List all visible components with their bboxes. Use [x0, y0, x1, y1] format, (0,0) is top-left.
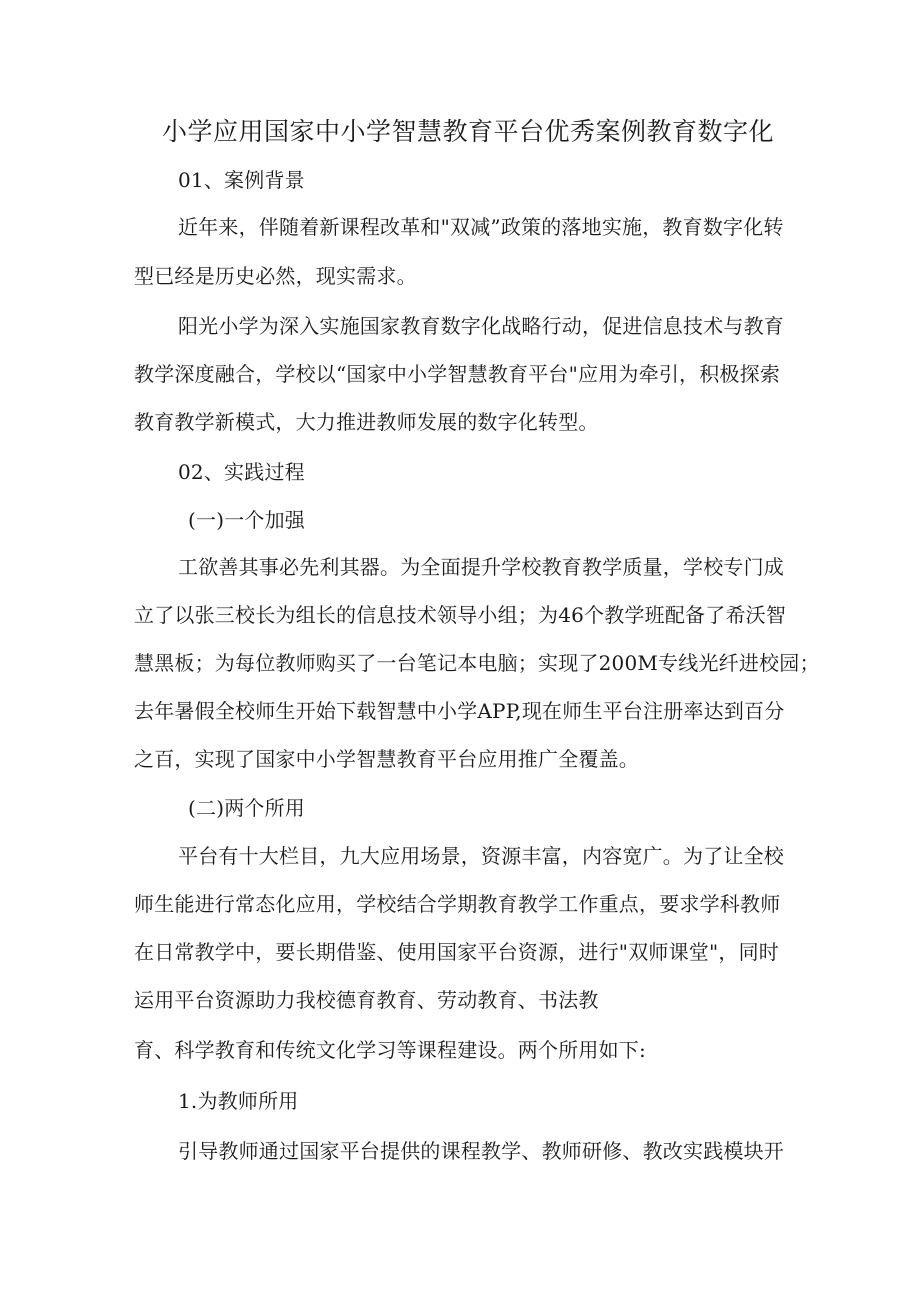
subsection-heading-teachers: 1.为教师所用 [178, 1089, 299, 1113]
paragraph-line: 师生能进行常态化应用，学校结合学期教育教学工作重点，要求学科教师 [134, 892, 781, 916]
paragraph-line: 阳光小学为深入实施国家教育数字化战略行动，促进信息技术与教育 [178, 314, 784, 338]
section-heading-process: 02、实践过程 [178, 460, 305, 484]
paragraph-line: 去年暑假全校师生开始下载智慧中小学APP,现在师生平台注册率达到百分 [134, 699, 785, 723]
paragraph-line: 工欲善其事必先利其器。为全面提升学校教育教学质量，学校专门成 [178, 555, 784, 579]
paragraph-line: 在日常教学中，要长期借鉴、使用国家平台资源，进行"双师课堂"，同时 [134, 940, 779, 964]
subsection-heading-two: (二)两个所用 [188, 796, 306, 820]
paragraph-line: 平台有十大栏目，九大应用场景，资源丰富，内容宽广。为了让全校 [178, 844, 784, 868]
paragraph-line: 之百，实现了国家中小学智慧教育平台应用推广全覆盖。 [134, 747, 639, 771]
paragraph-line: 教育教学新模式，大力推进教师发展的数字化转型。 [134, 410, 599, 434]
paragraph-line: 运用平台资源助力我校德育教育、劳动教育、书法教 [134, 988, 599, 1012]
paragraph-line: 近年来，伴随着新课程改革和"双减”政策的落地实施，教育数字化转 [178, 215, 784, 239]
paragraph-line: 教学深度融合，学校以“国家中小学智慧教育平台"应用为牵引，积极探索 [134, 362, 781, 386]
paragraph-line: 型已经是历史必然，现实需求。 [134, 264, 417, 288]
paragraph-line: 慧黑板；为每位教师购买了一台笔记本电脑；实现了200M专线光纤进校园； [134, 651, 820, 675]
section-heading-background: 01、案例背景 [178, 168, 305, 192]
subsection-heading-one: (一)一个加强 [188, 508, 306, 532]
document-title: 小学应用国家中小学智慧教育平台优秀案例教育数字化 [162, 117, 775, 146]
paragraph-line: 立了以张三校长为组长的信息技术领导小组；为46个教学班配备了希沃智 [134, 603, 787, 627]
paragraph-line: 育、科学教育和传统文化学习等课程建设。两个所用如下: [134, 1038, 646, 1062]
paragraph-line: 引导教师通过国家平台提供的课程教学、教师研修、教改实践模块开 [178, 1139, 784, 1163]
